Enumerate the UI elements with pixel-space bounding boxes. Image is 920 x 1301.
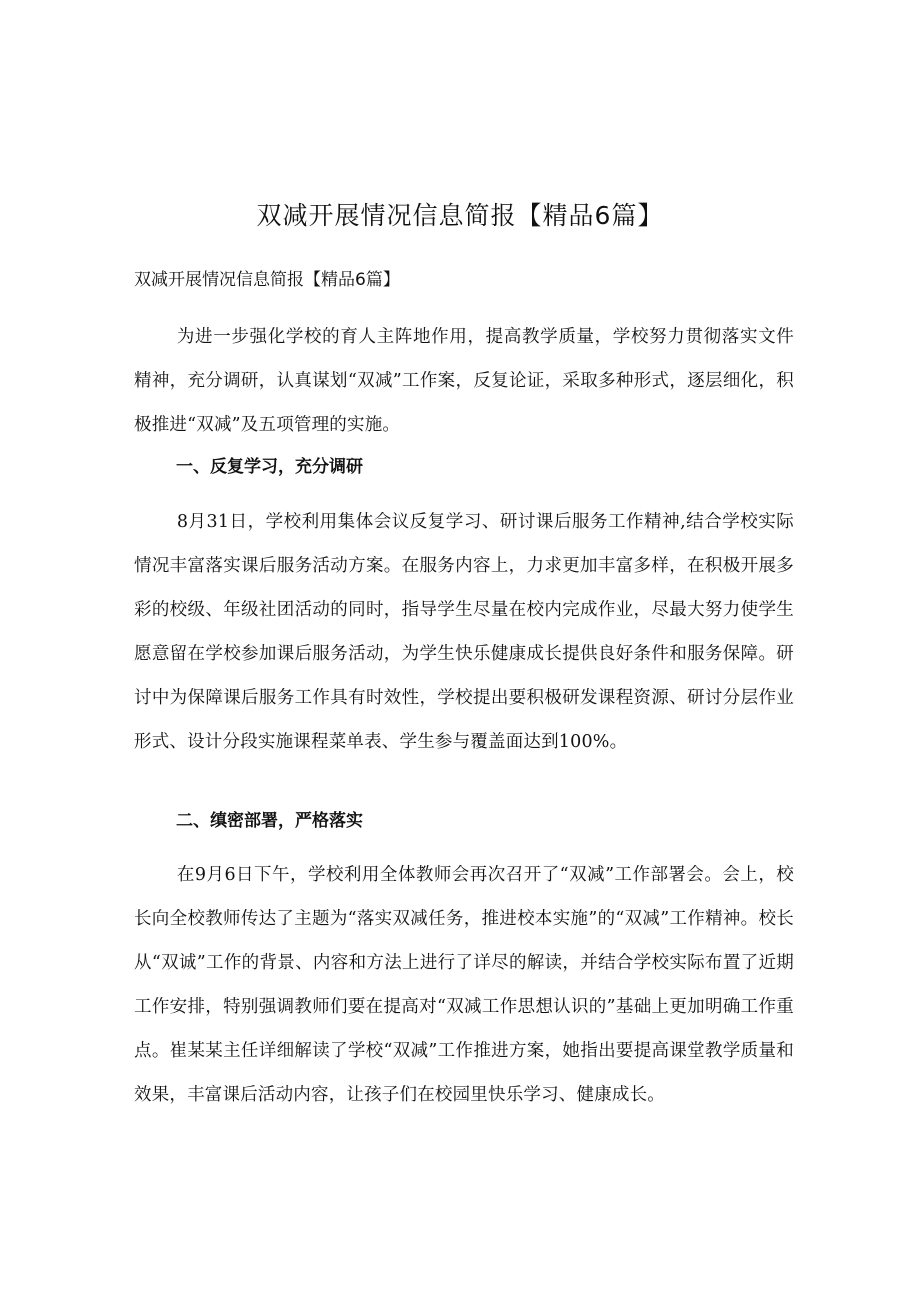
section-body-1: 8月31日，学校利用集体会议反复学习、研讨课后服务工作精神,结合学校实际情况丰富落实课后服务活动方案。在服务内容上，力求更加丰富多样，在积极开展多彩的校级、年级社团活动的同时，指导学生尽量在校内完成作业，尽最大努力使学生愿意留在学校参加课后服务活动，为学生快乐健康成长提供良好条件和服务保障。研讨中为保障课后服务工作具有时效性，学校提出要积极研发课程资源、研讨分层作业形式、设计分段实施课程菜单表、学生参与覆盖面达到100%。 — [134, 512, 794, 752]
section-heading-1: 一、反复学习，充分调研 — [176, 457, 363, 477]
document-subtitle: 双减开展情况信息简报【精品6篇】 — [134, 270, 400, 290]
section-body-2: 在9月6日下午，学校利用全体教师会再次召开了“双减”工作部署会。会上，校长向全校教师传达了主题为“落实双减任务，推进校本实施”的“双减”工作精神。校长从“双诚”工作的背景、内容和方法上进行了详尽的解读，并结合学校实际布置了近期工作安排，特别强调教师们要在提高对“双减工作思想认识的”基础上更加明确工作重点。崔某某主任详细解读了学校“双减”工作推进方案，她指出要提高课堂教学质量和效果，丰富课后活动内容，让孩子们在校园里快乐学习、健康成长。 — [134, 865, 794, 1105]
document-title: 双减开展情况信息简报【精品6篇】 — [256, 201, 664, 230]
section-heading-2: 二、缜密部署，严格落实 — [176, 811, 363, 831]
intro-paragraph: 为进一步强化学校的育人主阵地作用，提高教学质量，学校努力贯彻落实文件精神，充分调研，认真谋划“双减”工作案，反复论证，采取多种形式，逐层细化，积极推进“双减”及五项管理的实施。 — [134, 327, 794, 435]
